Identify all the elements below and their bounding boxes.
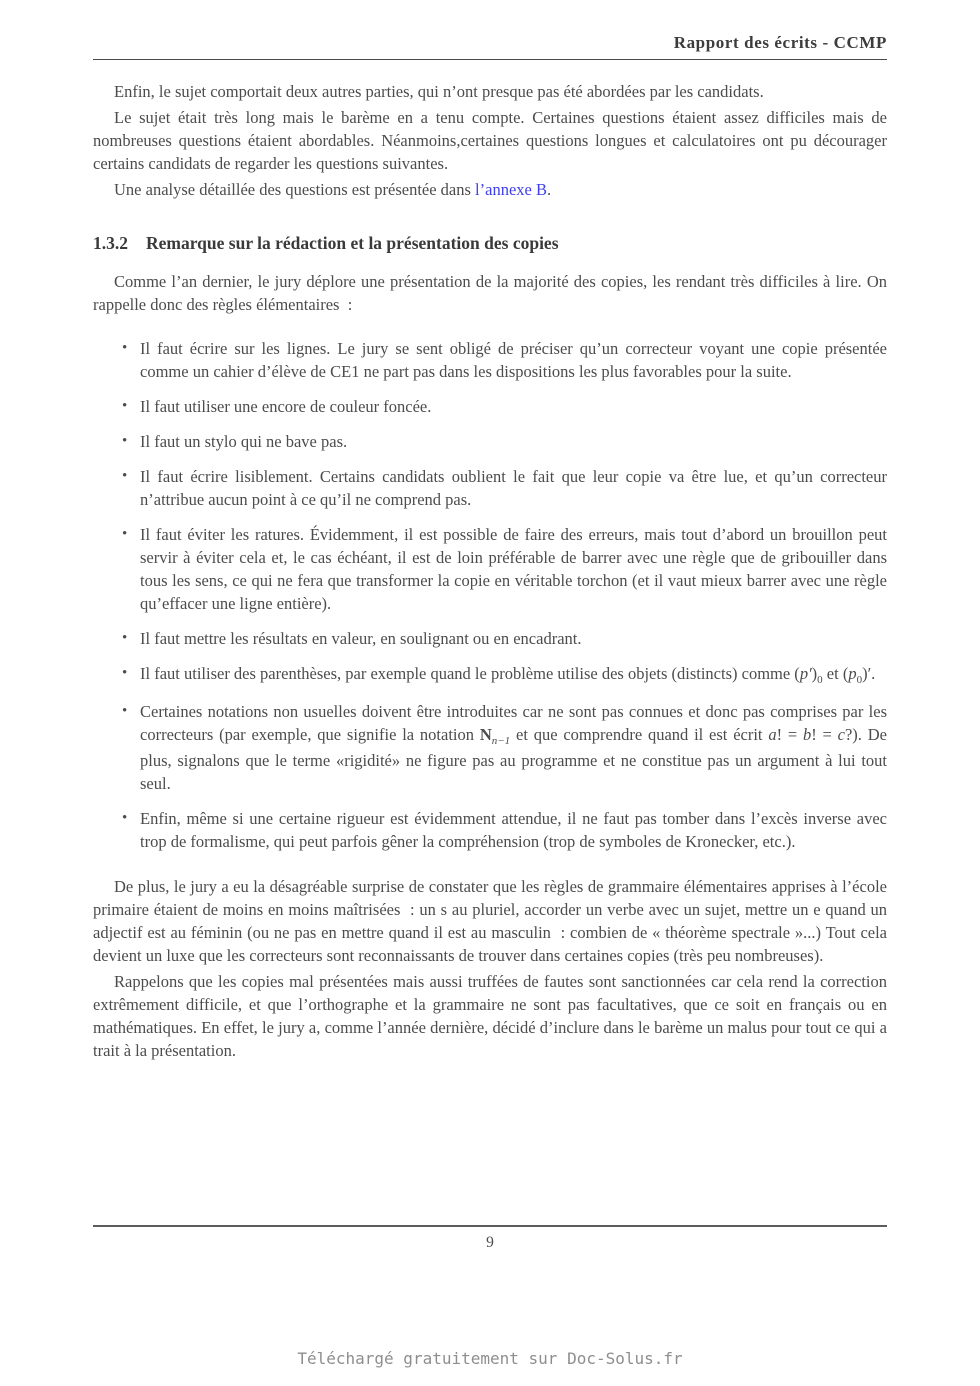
text-segment: ) [811,664,818,683]
section-heading [93,231,887,255]
list-item-text [140,337,887,383]
list-item [122,523,887,615]
text-segment: 0 [817,674,823,686]
text-segment: p′ [799,664,812,683]
annexe-b-link[interactable]: l’annexe B [475,180,547,199]
text-segment: Certaines notations non usuelles doivent être introduites car ne sont pas connues et donc pas comprises par les correcteurs (par exemple, que signifie la notation [140,702,887,744]
paragraph-text: Une analyse détaillée des questions est présentée dans [114,180,476,199]
page-number: 9 [486,1234,494,1251]
footer-rule [93,1225,887,1227]
text-segment: Il faut écrire sur les lignes. Le jury se sent obligé de préciser qu’un correcteur voyant une copie présentée comme un cahier d’élève de CE1 ne part pas dans les dispositions les plus favorables pour la suite. [140,339,887,381]
bullet-icon: • [122,398,128,414]
text-segment: et ( [822,664,849,683]
text-segment: ! = [776,725,803,744]
list-item-text [140,430,887,453]
bullet-icon: • [122,665,128,681]
text-segment: c [837,725,845,744]
section-number: 1.3.2 [93,233,128,253]
text-segment: Il faut utiliser une encore de couleur foncée. [140,397,432,416]
intro-paragraph-2: Le sujet était très long mais le barème en a tenu compte. Certaines questions étaient assez difficiles mais de nombreuses questions étaient abordables. Néanmoins,certaines questions longues et calculatoires ont pu décourager certains candidats de regarder les questions suivantes. [93,108,887,173]
text-segment: a [768,725,777,744]
closing-paragraph-1: De plus, le jury a eu la désagréable surprise de constater que les règles de grammaire élémentaires apprises à l’école primaire étaient de moins en moins maîtrisées : un s au pluriel, accorder un verbe avec un sujet, mettre un e quand un adjectif est au féminin (ou ne pas en mettre quand il est au masculin : combien de « théorème spectrale »...) Tout cela devient un luxe que les correcteurs sont reconnaissants de trouver dans certaines copies (très peu nombreuses). [93,877,887,965]
list-item-text [140,662,887,688]
list-item-text [140,395,887,418]
list-item-text [140,627,887,650]
text-segment: b [802,725,812,744]
list-item [122,662,887,688]
text-segment: p [848,664,857,683]
watermark: Téléchargé gratuitement sur Doc-Solus.fr [297,1349,683,1368]
closing-paragraph-2: Rappelons que les copies mal présentées mais aussi truffées de fautes sont sanctionnées car cela rend la correction extrêmement difficile, et que l’orthographe et la grammaire ne sont pas facultatives, que ce soit en français ou en mathématiques. En effet, le jury a, comme l’année dernière, décidé d’inclure dans le barème un malus pour tout ce qui a trait à la présentation. [93,972,887,1060]
list-item [122,807,887,853]
text-segment: Il faut un stylo qui ne bave pas. [140,432,348,451]
text-segment: Il faut utiliser des parenthèses, par exemple quand le problème utilise des objets (distincts) comme ( [140,664,800,683]
list-item [122,465,887,511]
list-item [122,700,887,795]
bullet-icon: • [122,468,128,484]
text-segment: Enfin, même si une certaine rigueur est évidemment attendue, il ne faut pas tomber dans l’excès inverse avec trop de formalisme, qui peut parfois gêner la compréhension (trop de symboles de Kronecker, etc.). [140,809,887,851]
section-title: Remarque sur la rédaction et la présentation des copies [146,233,559,253]
list-item [122,395,887,418]
text-segment: ?). De plus, signalons que le terme «rigidité» ne figure pas au programme et ne constitue pas un argument à lui tout seul. [140,725,887,793]
running-title: Rapport des écrits - CCMP [673,33,887,52]
rules-list [93,337,887,853]
page-body [93,60,887,1062]
bullet-icon: • [122,810,128,826]
text-segment: 0 [856,674,863,686]
text-segment: ! = [811,725,838,744]
paragraph-text: . [546,180,552,199]
intro-paragraph-3 [93,178,887,201]
bullet-icon: • [122,526,128,542]
text-segment: Il faut écrire lisiblement. Certains candidats oublient le fait que leur copie va être lue, et qu’un correcteur n’attribue aucun point à ce qu’il ne comprend pas. [140,467,887,509]
bullet-icon: • [122,630,128,646]
list-item [122,627,887,650]
list-item-text [140,465,887,511]
list-item-text [140,523,887,615]
list-item [122,337,887,383]
section-lead-paragraph: Comme l’an dernier, le jury déplore une présentation de la majorité des copies, les rendant très difficiles à lire. On rappelle donc des règles élémentaires : [93,272,887,314]
text-segment: )′. [862,664,876,683]
text-segment: Il faut mettre les résultats en valeur, en soulignant ou en encadrant. [140,629,582,648]
text-segment: et que comprendre quand il est écrit [510,725,769,744]
list-item-text [140,700,887,795]
intro-paragraph-1: Enfin, le sujet comportait deux autres parties, qui n’ont presque pas été abordées par les candidats. [114,82,764,101]
text-segment: Il faut éviter les ratures. Évidemment, il est possible de faire des erreurs, mais tout d’abord un brouillon peut servir à éviter cela et, le cas échéant, il est de loin préférable de barrer avec une règle que de gribouiller dans tous les sens, ce qui ne fera que transformer la copie en véritable torchon (et il vaut mieux barrer avec une règle qu’effacer une ligne entière). [140,525,887,613]
bullet-icon: • [122,703,128,719]
page-content [93,0,887,1062]
bullet-icon: • [122,433,128,449]
bullet-icon: • [122,340,128,356]
text-segment: N [479,725,492,744]
page-header [93,0,887,60]
text-segment: n−1 [491,735,511,747]
list-item-text [140,807,887,853]
list-item [122,430,887,453]
